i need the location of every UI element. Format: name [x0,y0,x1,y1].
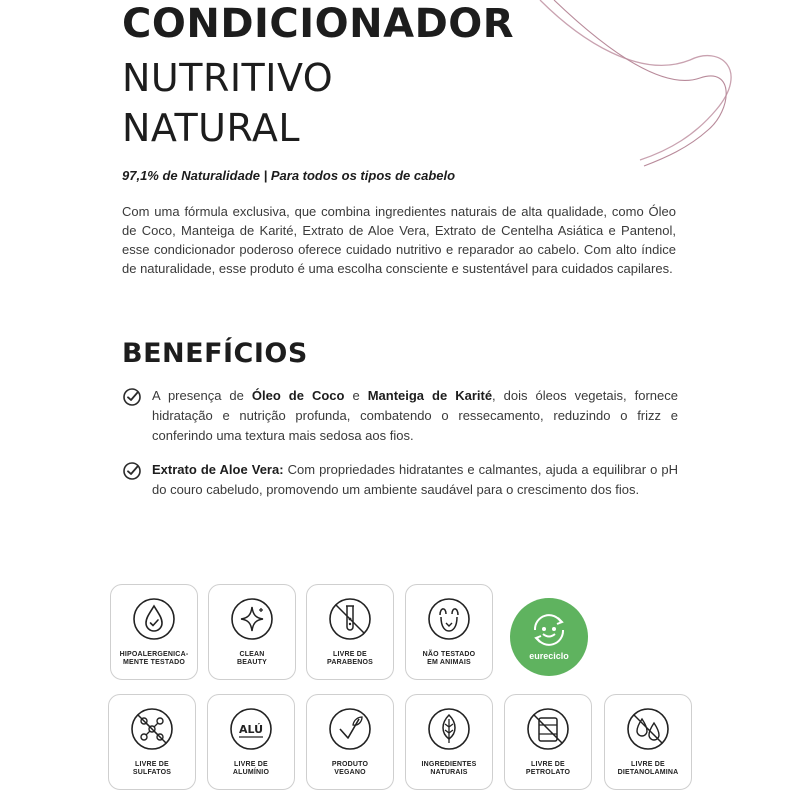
benefit-item-1 [122,386,678,446]
oil-barrel-crossed-icon [526,707,570,751]
badge-paraben-free [306,584,394,680]
product-title-line-3: NATURAL [122,106,301,150]
badge-cruelty-free [405,584,493,680]
drops-crossed-icon [626,707,670,751]
natural-leaf-icon [427,707,471,751]
product-title-line-1: CONDICIONADOR [122,1,515,47]
badge-aluminium-free [207,694,295,790]
benefit-text-1: A presença de Óleo de Coco e Manteiga de Karité, dois óleos vegetais, fornece hidratação e nutrição profunda, combatendo o ressecamento, reduzindo o frizz e conferindo uma textura mais sedosa aos fios. [152,388,678,443]
hypoallergenic-drop-icon [132,597,176,641]
eureciclo-label: eureciclo [529,651,569,661]
clean-beauty-sparkle-icon [230,597,274,641]
badge-label: PRODUTO VEGANO [331,761,369,776]
badge-label: INGREDIENTES NATURAIS [421,761,477,776]
check-circle-icon [122,461,142,481]
badge-sulfate-free [108,694,196,790]
intro-paragraph: Com uma fórmula exclusiva, que combina ingredientes naturais de alta qualidade, como Óleo de Coco, Manteiga de Karité, Extrato de Aloe Vera, Extrato de Centelha Asiática e Pantenol, esse condicionador poderoso oferece cuidado nutritivo e reparador ao cabelo. Com alto índice de naturalidade, esse produto é uma escolha consciente e sustentável para cuidados capilares. [122,204,676,276]
animal-face-icon [427,597,471,641]
badge-diethanolamine-free [604,694,692,790]
badge-label: CLEAN BEAUTY [237,651,267,666]
check-circle-icon [122,387,142,407]
badge-petrolatum-free [504,694,592,790]
eureciclo-seal [510,598,588,676]
test-tube-crossed-icon [328,597,372,641]
benefit-text-2: Extrato de Aloe Vera: Com propriedades hidratantes e calmantes, ajuda a equilibrar o pH do couro cabeludo, promovendo um ambiente saudável para o crescimento dos fios. [152,462,678,497]
product-title-line-2: NUTRITIVO [122,56,334,100]
tagline: 97,1% de Naturalidade | Para todos os tipos de cabelo [122,168,456,183]
vegan-leaf-icon [328,707,372,751]
badge-label: LIVRE DE PARABENOS [326,651,373,666]
badge-label: LIVRE DE PETROLATO [525,761,571,776]
badge-natural-ingredients [405,694,493,790]
decorative-swoosh [520,0,800,180]
badge-label: LIVRE DE ALUMÍNIO [232,761,270,776]
badge-hypoallergenic [110,584,198,680]
badge-label: LIVRE DE DIETANOLAMINA [617,761,679,776]
molecule-crossed-icon [130,707,174,751]
badge-label: NÃO TESTADO EM ANIMAIS [422,651,476,666]
badge-clean-beauty [208,584,296,680]
aluminium-crossed-icon [229,707,273,751]
benefit-item-2 [122,460,678,500]
badge-label: HIPOALERGENICA- MENTE TESTADO [119,651,189,666]
badge-vegan [306,694,394,790]
badge-label: LIVRE DE SULFATOS [132,761,172,776]
benefits-heading: BENEFÍCIOS [122,338,308,369]
svg-text:ALÚ: ALÚ [238,723,264,736]
recycle-smile-icon [529,610,569,650]
